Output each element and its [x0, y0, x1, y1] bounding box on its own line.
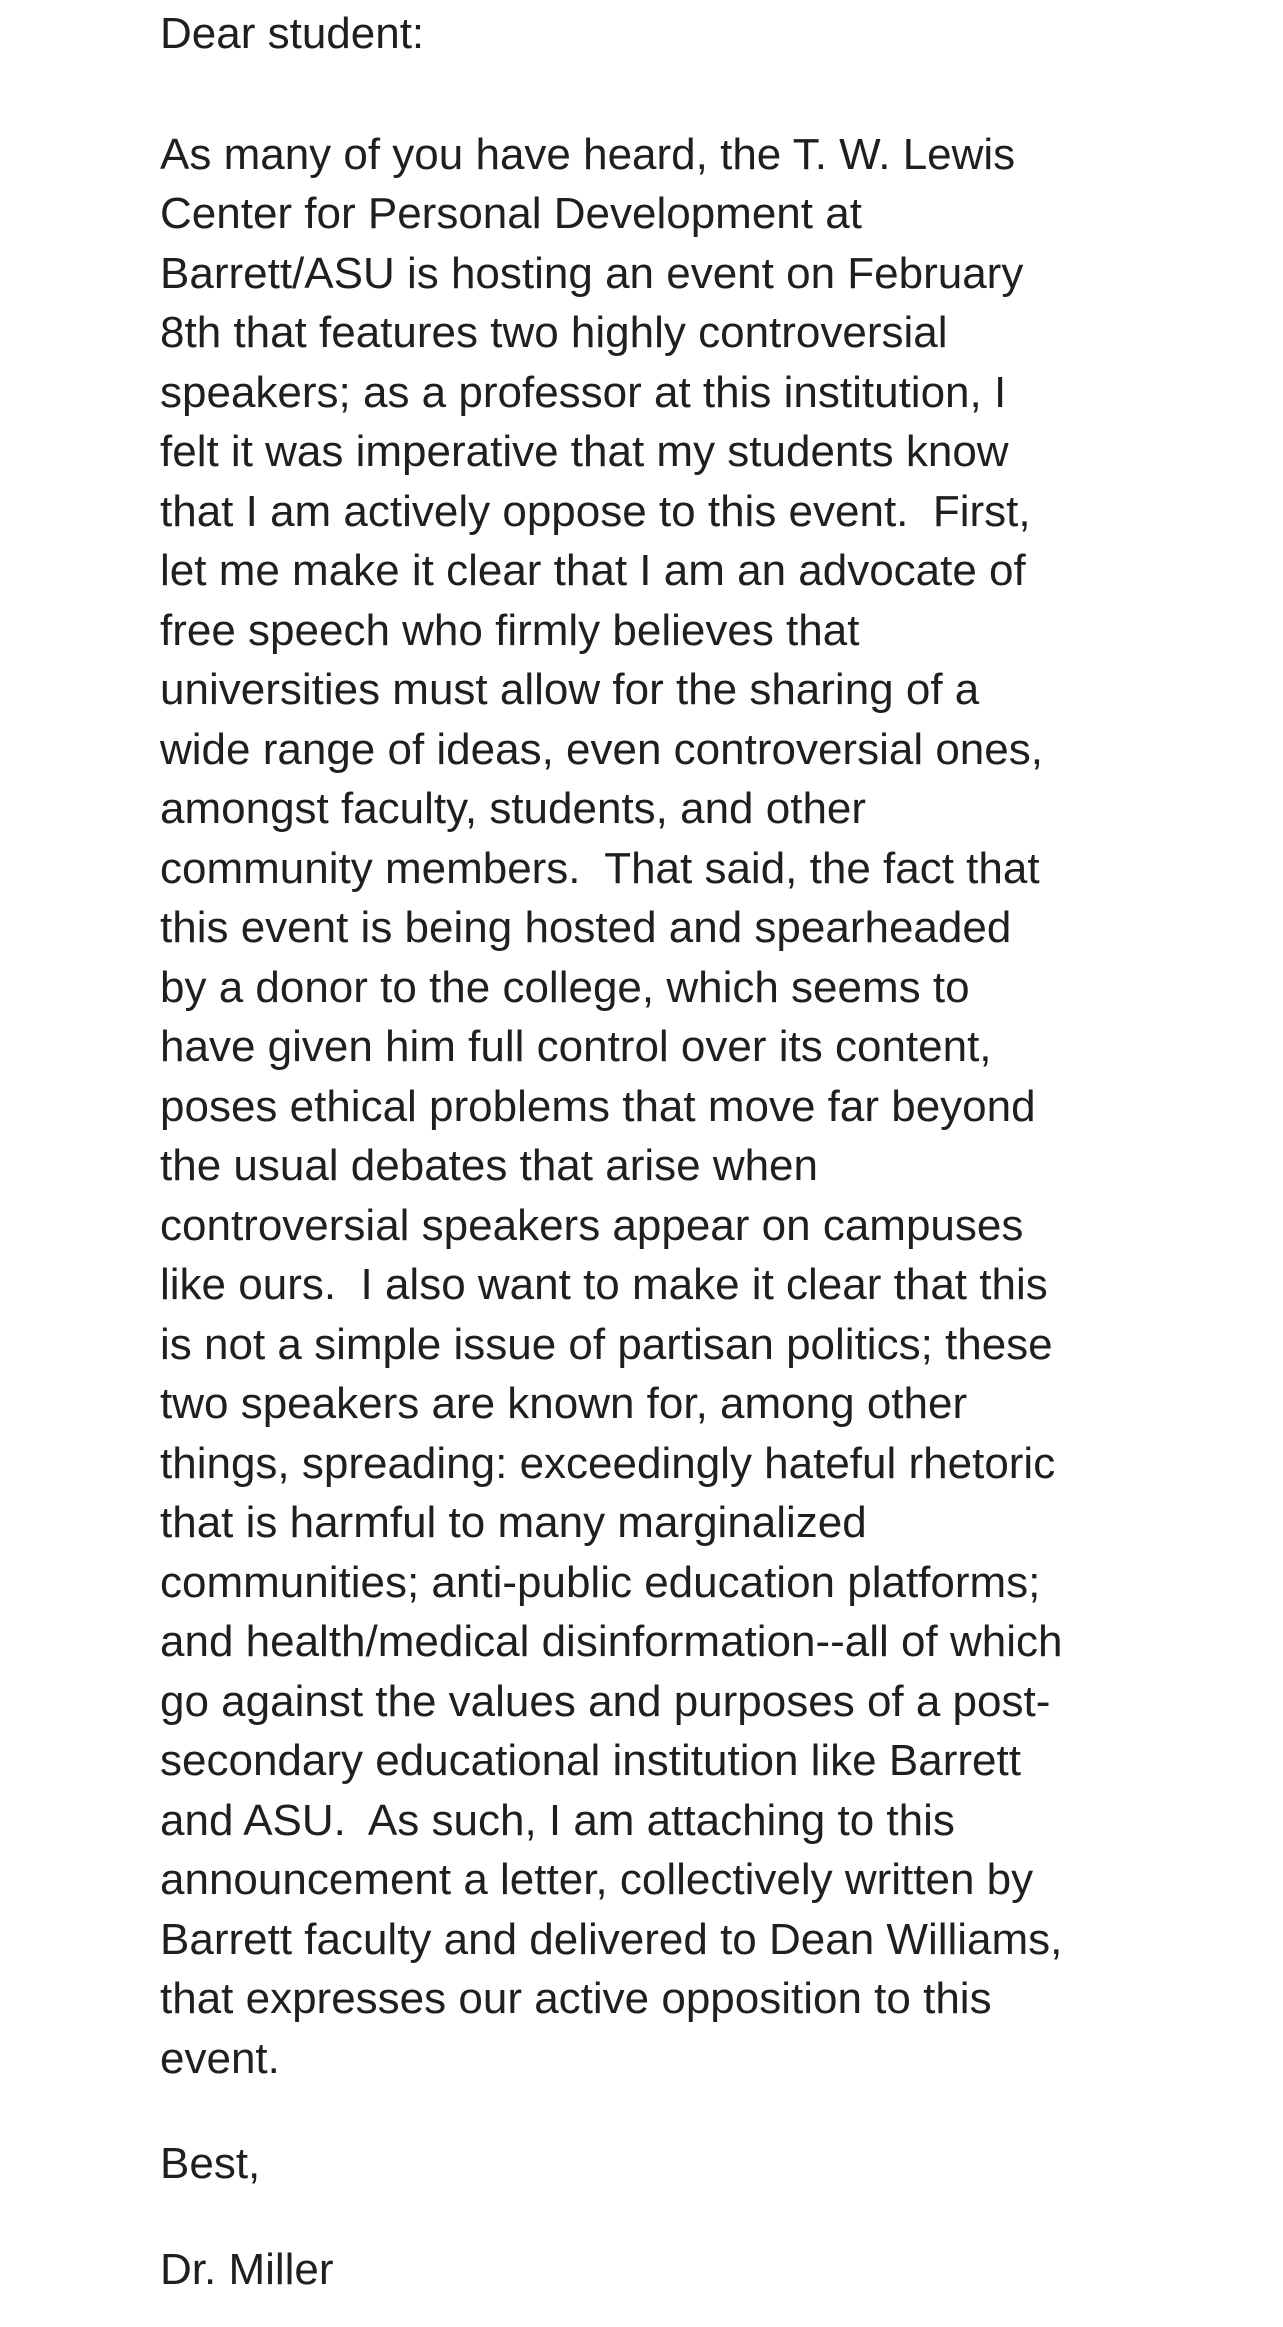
body-line: speakers; as a professor at this institution, I — [160, 367, 1007, 417]
body-line: Barrett/ASU is hosting an event on February — [160, 248, 1024, 298]
letter-body — [160, 125, 1240, 2089]
body-line: two speakers are known for, among other — [160, 1379, 968, 1428]
body-line: wide range of ideas, even controversial ones, — [160, 724, 1043, 774]
body-line: things, spreading: exceedingly hateful rhetoric — [160, 1438, 1056, 1488]
closing: Best, — [160, 2139, 261, 2188]
body-line: Barrett faculty and delivered to Dean Williams, — [160, 1914, 1063, 1964]
body-line: controversial speakers appear on campuses — [160, 1200, 1024, 1250]
body-line: amongst faculty, students, and other — [160, 784, 867, 833]
body-line: is not a simple issue of partisan politics; these — [160, 1319, 1053, 1369]
body-line: that expresses our active opposition to this — [160, 1974, 992, 2023]
body-line: As many of you have heard, the T. W. Lewis — [160, 129, 1016, 179]
body-line: universities must allow for the sharing of a — [160, 665, 980, 714]
body-line: 8th that features two highly controversial — [160, 308, 948, 357]
body-line: felt it was imperative that my students know — [160, 427, 1009, 476]
body-line: that I am actively oppose to this event. First, — [160, 486, 1031, 536]
body-line: and health/medical disinformation--all of which — [160, 1617, 1063, 1666]
body-line: let me make it clear that I am an advocate of — [160, 546, 1026, 595]
body-line: by a donor to the college, which seems to — [160, 962, 970, 1012]
body-line: communities; anti-public education platforms; — [160, 1557, 1041, 1607]
body-line: that is harmful to many marginalized — [160, 1498, 867, 1547]
body-line: poses ethical problems that move far beyond — [160, 1081, 1036, 1131]
body-line: and ASU. As such, I am attaching to this — [160, 1795, 955, 1845]
greeting: Dear student: — [160, 9, 425, 58]
body-line: go against the values and purposes of a post- — [160, 1676, 1051, 1726]
body-line: secondary educational institution like Barrett — [160, 1736, 1021, 1785]
letter — [160, 0, 1240, 2299]
body-line: have given him full control over its content, — [160, 1022, 992, 1071]
signature: Dr. Miller — [160, 2244, 334, 2294]
body-line: community members. That said, the fact that — [160, 843, 1040, 893]
body-line: event. — [160, 2033, 280, 2083]
body-line: announcement a letter, collectively written by — [160, 1855, 1034, 1904]
body-line: the usual debates that arise when — [160, 1141, 819, 1190]
body-line: free speech who firmly believes that — [160, 605, 860, 655]
body-line: like ours. I also want to make it clear that this — [160, 1260, 1048, 1309]
body-line: Center for Personal Development at — [160, 189, 862, 238]
body-line: this event is being hosted and spearheaded — [160, 903, 1012, 952]
